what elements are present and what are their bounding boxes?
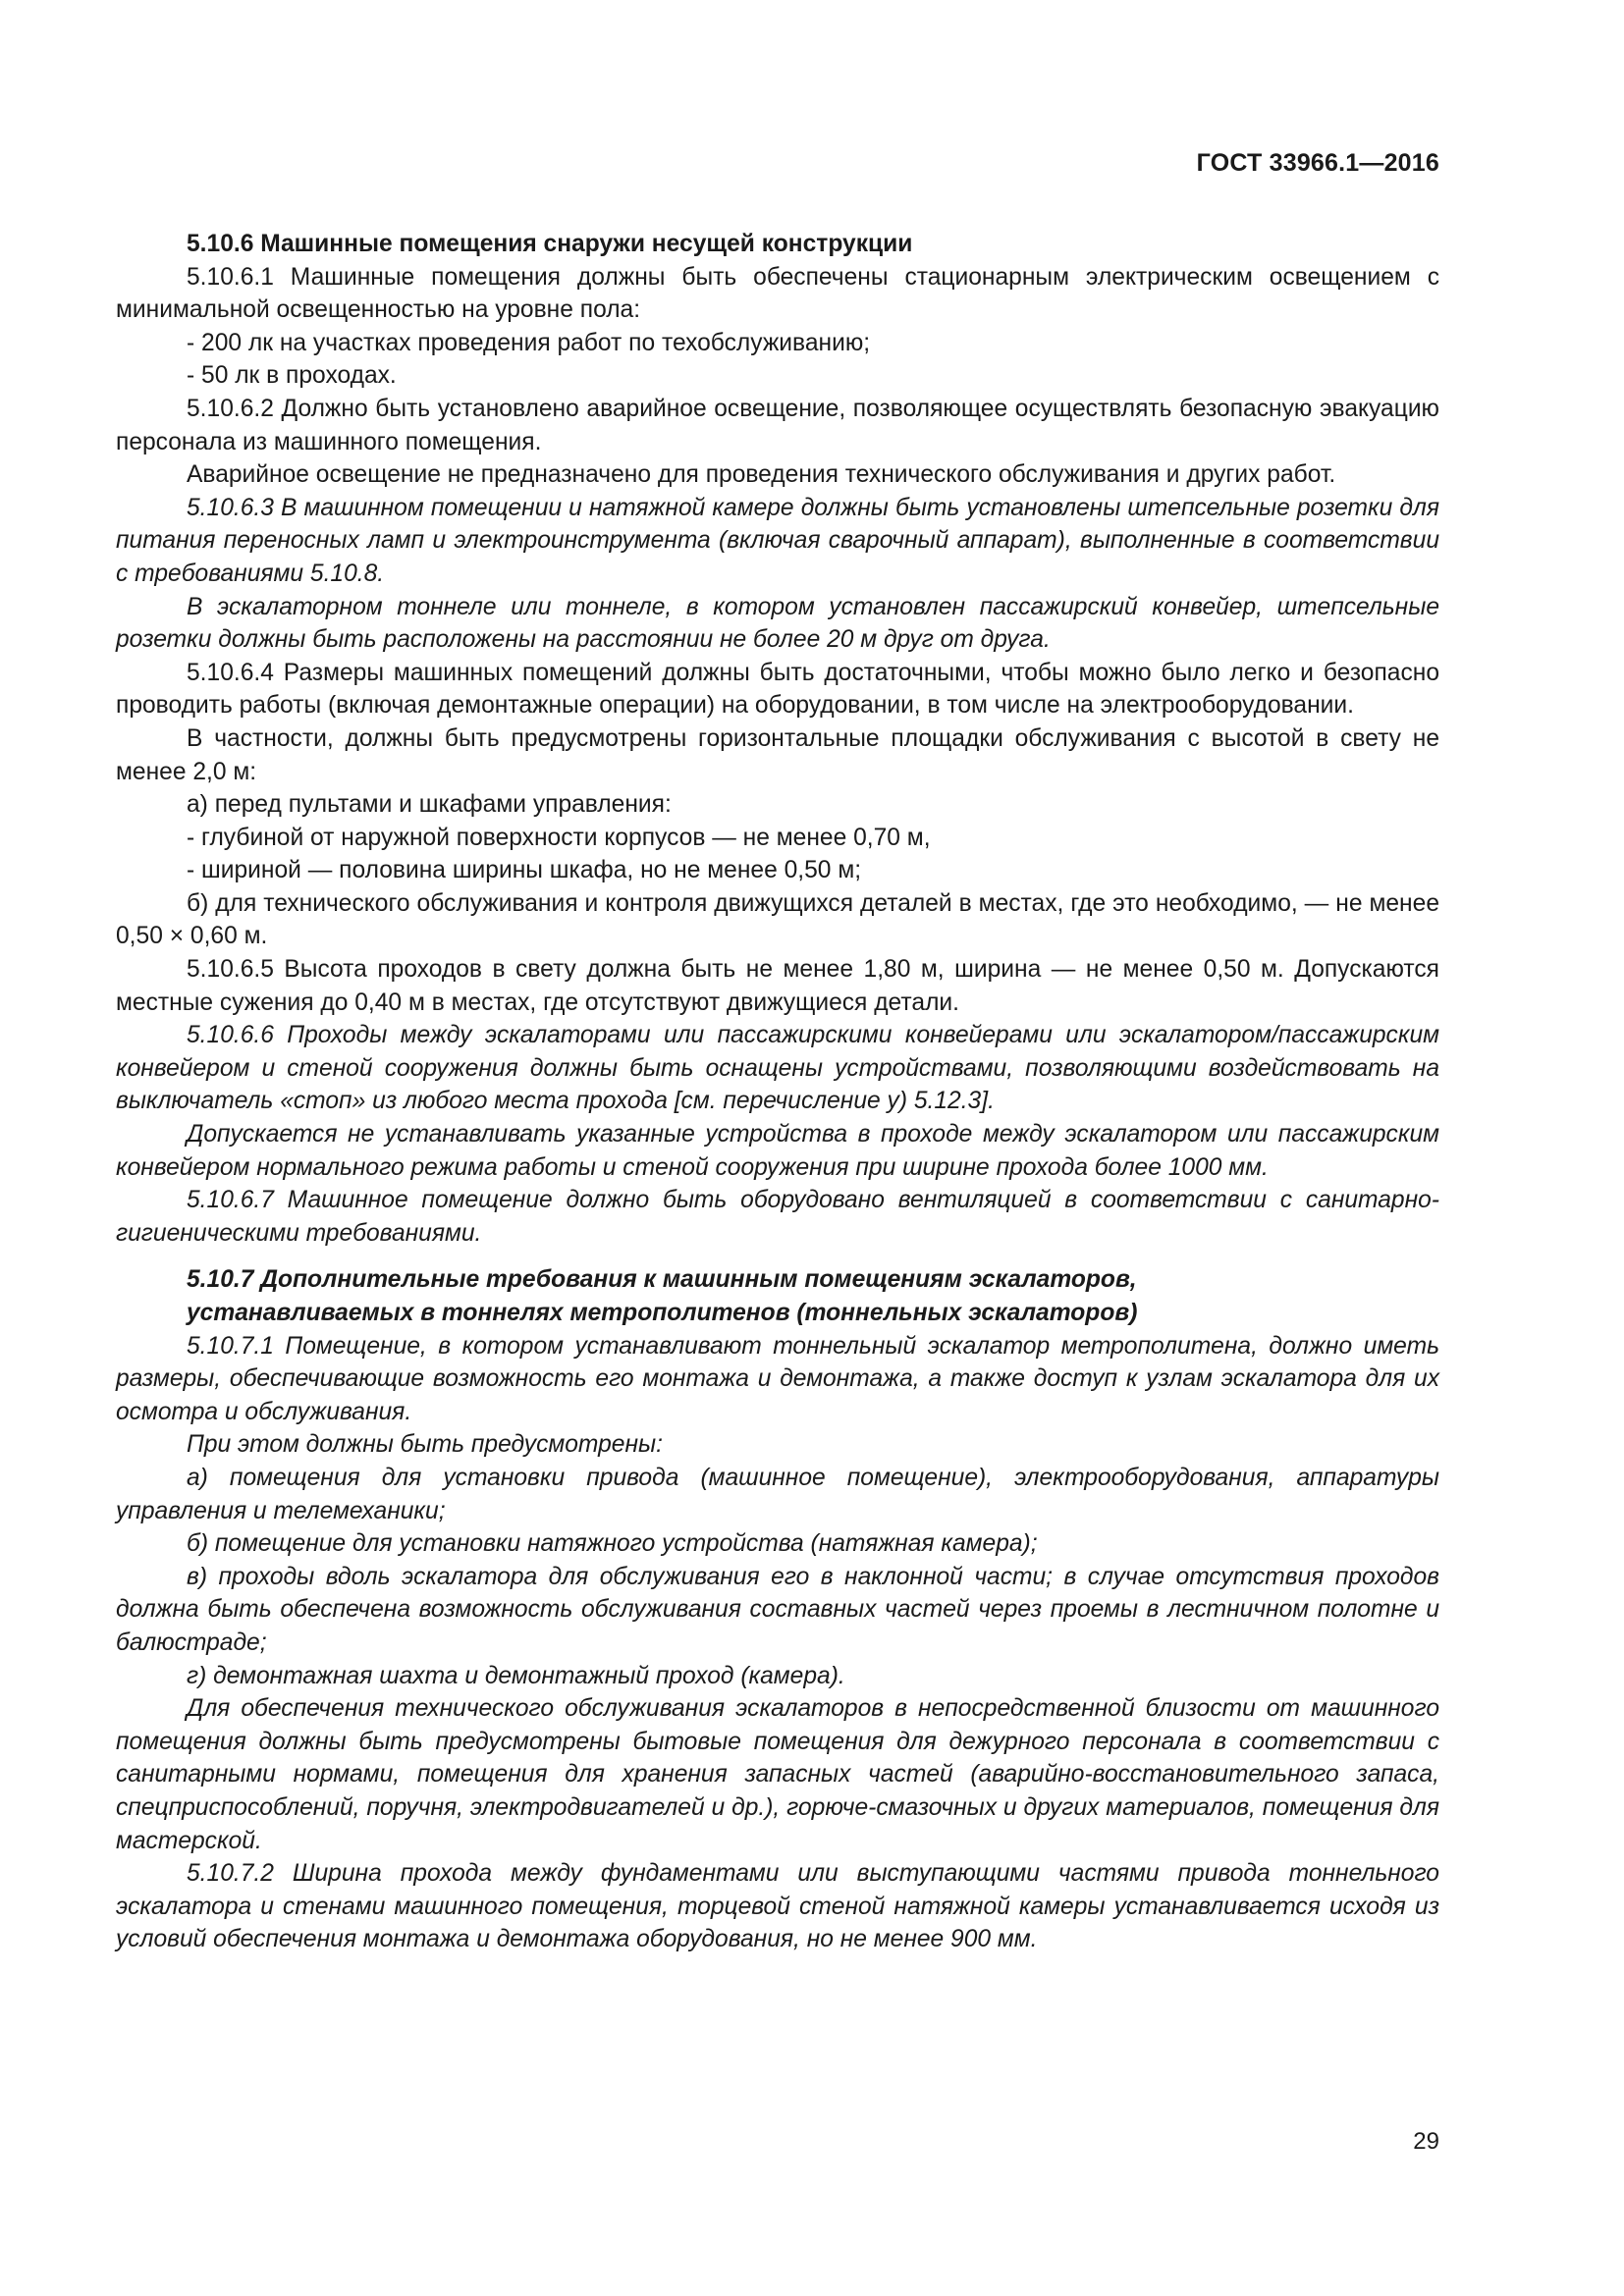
paragraph-service-platforms: В частности, должны быть предусмотрены горизонтальные площадки обслуживания с высотой в свету не менее 2,0 м:	[116, 724, 1439, 785]
list-item-moving-parts: б) для технического обслуживания и контроля движущихся деталей в местах, где это необходимо, — не менее 0,50 × 0,60 м.	[116, 889, 1439, 950]
list-item-dismantling-shaft: г) демонтажная шахта и демонтажный проход (камера).	[187, 1662, 845, 1689]
document-code-header: ГОСТ 33966.1—2016	[1196, 149, 1439, 177]
list-item-width: - шириной — половина ширины шкафа, но не менее 0,50 м;	[187, 857, 862, 884]
document-body	[116, 228, 1439, 1956]
paragraph-emergency-lighting-note: Аварийное освещение не предназначено для проведения технического обслуживания и других работ.	[187, 461, 1336, 489]
paragraph-staff-rooms: Для обеспечения технического обслуживания эскалаторов в непосредственной близости от машинного помещения должны быть предусмотрены бытовые помещения для дежурного персонала в соответствии с санитарными нормами, помещения для хранения запасных частей (аварийно-восстановительного запаса, спецприспособлений, поручня, электродвигателей и др.), горюче-смазочных и других материалов, помещения для мастерской.	[116, 1695, 1439, 1854]
paragraph-5-10-6-3: 5.10.6.3 В машинном помещении и натяжной камере должны быть установлены штепсельные розетки для питания переносных ламп и электроинструмента (включая сварочный аппарат), выполненные в соответствии с требованиями 5.10.8.	[116, 494, 1439, 587]
section-heading-5-10-7-line1: 5.10.7 Дополнительные требования к машинным помещениям эскалаторов,	[187, 1266, 1137, 1294]
paragraph-5-10-6-4: 5.10.6.4 Размеры машинных помещений должны быть достаточными, чтобы можно было легко и безопасно проводить работы (включая демонтажные операции) на оборудовании, в том числе на электрооборудовании.	[116, 659, 1439, 720]
section-heading-5-10-7-line2: устанавливаемых в тоннелях метрополитенов (тоннельных эскалаторов)	[187, 1300, 1138, 1326]
list-item-depth: - глубиной от наружной поверхности корпусов — не менее 0,70 м,	[187, 824, 931, 851]
paragraph-5-10-7-1: 5.10.7.1 Помещение, в котором устанавливают тоннельный эскалатор метрополитена, должно иметь размеры, обеспечивающие возможность его монтажа и демонтажа, а также доступ к узлам эскалатора для их осмотра и обслуживания.	[116, 1332, 1439, 1425]
paragraph-tunnel-sockets: В эскалаторном тоннеле или тоннеле, в котором установлен пассажирский конвейер, штепсельные розетки должны быть расположены на расстоянии не более 20 м друг от друга.	[116, 593, 1439, 654]
paragraph-5-10-6-2: 5.10.6.2 Должно быть установлено аварийное освещение, позволяющее осуществлять безопасную эвакуацию персонала из машинного помещения.	[116, 395, 1439, 455]
paragraph-passage-exception: Допускается не устанавливать указанные устройства в проходе между эскалатором или пассажирским конвейером нормального режима работы и стеной сооружения при ширине прохода более 1000 мм.	[116, 1121, 1439, 1181]
list-item-drive-rooms: а) помещения для установки привода (машинное помещение), электрооборудования, аппаратуры управления и телемеханики;	[116, 1464, 1439, 1524]
paragraph-5-10-6-6: 5.10.6.6 Проходы между эскалаторами или пассажирскими конвейерами или эскалатором/пассажирским конвейером и стеной сооружения должны быть оснащены устройствами, позволяющими воздействовать на выключатель «стоп» из любого места прохода [см. перечисление у) 5.12.3].	[116, 1022, 1439, 1115]
section-heading-5-10-6: 5.10.6 Машинные помещения снаружи несущей конструкции	[187, 231, 913, 257]
list-item-200-lux: - 200 лк на участках проведения работ по техобслуживанию;	[187, 329, 871, 356]
paragraph-5-10-6-7: 5.10.6.7 Машинное помещение должно быть оборудовано вентиляцией в соответствии с санитарно-гигиеническими требованиями.	[116, 1187, 1439, 1247]
list-item-tension-chamber: б) помещение для установки натяжного устройства (натяжная камера);	[187, 1530, 1038, 1558]
list-item-control-panels: а) перед пультами и шкафами управления:	[187, 791, 672, 819]
paragraph-5-10-6-5: 5.10.6.5 Высота проходов в свету должна быть не менее 1,80 м, ширина — не менее 0,50 м. Допускаются местные сужения до 0,40 м в местах, где отсутствуют движущиеся детали.	[116, 956, 1439, 1016]
paragraph-required-rooms: При этом должны быть предусмотрены:	[187, 1431, 663, 1459]
paragraph-5-10-6-1: 5.10.6.1 Машинные помещения должны быть обеспечены стационарным электрическим освещением с минимальной освещенностью на уровне пола:	[116, 263, 1439, 324]
list-item-passages: в) проходы вдоль эскалатора для обслуживания его в наклонной части; в случае отсутствия проходов должна быть обеспечена возможность обслуживания составных частей через проемы в лестничном полотне и балюстраде;	[116, 1563, 1439, 1656]
paragraph-5-10-7-2: 5.10.7.2 Ширина прохода между фундаментами или выступающими частями привода тоннельного эскалатора и стенами машинного помещения, торцевой стеной натяжной камеры устанавливается исходя из условий обеспечения монтажа и демонтажа оборудования, но не менее 900 мм.	[116, 1860, 1439, 1953]
page-number: 29	[1413, 2128, 1439, 2155]
list-item-50-lux: - 50 лк в проходах.	[187, 362, 397, 390]
